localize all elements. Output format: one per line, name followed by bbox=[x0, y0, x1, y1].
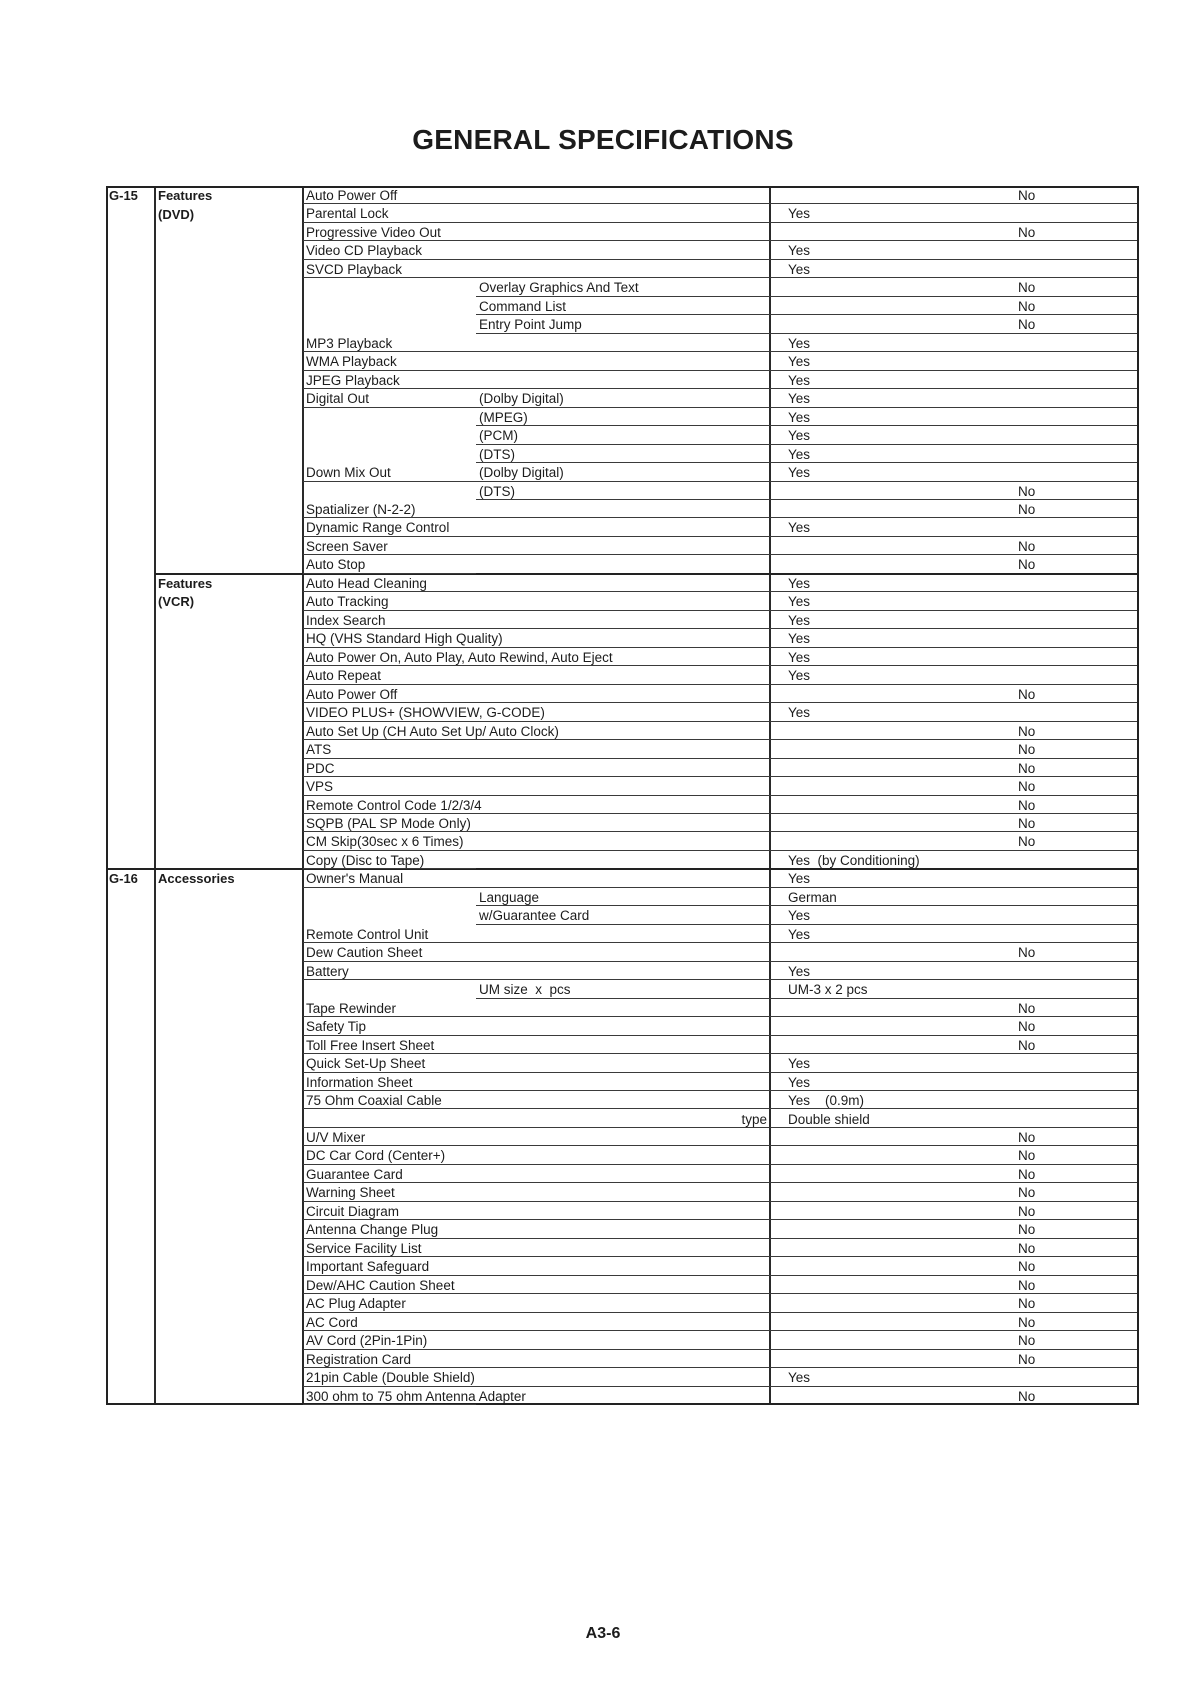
spec-subitem bbox=[476, 611, 770, 629]
spec-item-cell bbox=[303, 352, 770, 370]
spec-value: Yes bbox=[770, 426, 1139, 444]
spec-item-cell bbox=[303, 592, 770, 610]
spec-item: Safety Tip bbox=[303, 1017, 476, 1035]
spec-value: No bbox=[770, 555, 1139, 573]
spec-value: No bbox=[770, 1165, 1139, 1183]
spec-item: Battery bbox=[303, 962, 476, 980]
spec-subitem bbox=[476, 999, 770, 1017]
spec-value: No bbox=[770, 482, 1139, 500]
spec-subitem bbox=[476, 666, 770, 684]
spec-item: Information Sheet bbox=[303, 1073, 476, 1091]
spec-value: No bbox=[770, 1294, 1139, 1312]
spec-item-cell bbox=[303, 1091, 770, 1109]
spec-item: WMA Playback bbox=[303, 352, 476, 370]
spec-item-cell bbox=[303, 574, 770, 592]
spec-item: Digital Out bbox=[303, 389, 476, 407]
spec-value: Yes bbox=[770, 592, 1139, 610]
spec-item-cell bbox=[303, 371, 770, 389]
spec-item: ATS bbox=[303, 740, 476, 758]
spec-value: Yes bbox=[770, 648, 1139, 666]
spec-subitem bbox=[476, 851, 770, 869]
spec-item-cell bbox=[303, 629, 770, 647]
spec-subitem bbox=[476, 814, 770, 832]
spec-item bbox=[303, 297, 476, 315]
spec-subitem bbox=[476, 500, 770, 518]
spec-item-cell bbox=[303, 1110, 770, 1128]
spec-value: Yes bbox=[770, 703, 1139, 721]
spec-value: Yes bbox=[770, 260, 1139, 278]
group-label-line: (VCR) bbox=[158, 594, 195, 610]
spec-item-cell bbox=[303, 1036, 770, 1054]
spec-value: Yes bbox=[770, 204, 1139, 222]
spec-item-cell bbox=[303, 1202, 770, 1220]
spec-value: No bbox=[770, 1331, 1139, 1349]
spec-subitem bbox=[476, 1091, 770, 1109]
spec-subitem bbox=[476, 925, 770, 943]
spec-item: HQ (VHS Standard High Quality) bbox=[303, 629, 476, 647]
spec-subitem bbox=[476, 1017, 770, 1035]
spec-subitem bbox=[476, 1294, 770, 1312]
group-label-line: Features bbox=[158, 575, 213, 591]
spec-value: Yes bbox=[770, 371, 1139, 389]
spec-value: Yes bbox=[770, 352, 1139, 370]
spec-subitem: Overlay Graphics And Text bbox=[476, 278, 770, 296]
spec-value: No bbox=[770, 315, 1139, 333]
spec-subitem: (PCM) bbox=[476, 426, 770, 444]
spec-subitem bbox=[476, 1183, 770, 1201]
spec-item: Tape Rewinder bbox=[303, 999, 476, 1017]
spec-subitem bbox=[476, 1202, 770, 1220]
spec-subitem bbox=[476, 777, 770, 795]
spec-item-cell bbox=[303, 1165, 770, 1183]
spec-value: Yes bbox=[770, 574, 1139, 592]
spec-item: JPEG Playback bbox=[303, 371, 476, 389]
spec-value: No bbox=[770, 1350, 1139, 1368]
spec-item-cell bbox=[303, 722, 770, 740]
spec-item-cell bbox=[303, 297, 770, 315]
spec-value: Yes bbox=[770, 869, 1139, 887]
group-label bbox=[158, 186, 298, 224]
spec-subitem bbox=[476, 759, 770, 777]
spec-item-cell bbox=[303, 555, 770, 573]
spec-item-cell bbox=[303, 389, 770, 407]
spec-item-cell bbox=[303, 906, 770, 924]
spec-item: VPS bbox=[303, 777, 476, 795]
spec-item-cell bbox=[303, 1350, 770, 1368]
spec-subitem: UM size x pcs bbox=[476, 980, 770, 998]
spec-item: Spatializer (N-2-2) bbox=[303, 500, 476, 518]
spec-value: Yes bbox=[770, 629, 1139, 647]
spec-item-cell bbox=[303, 1073, 770, 1091]
spec-subitem: w/Guarantee Card bbox=[476, 906, 770, 924]
spec-item bbox=[303, 482, 476, 500]
spec-item: AC Cord bbox=[303, 1313, 476, 1331]
spec-value: Yes bbox=[770, 445, 1139, 463]
spec-item-cell bbox=[303, 962, 770, 980]
spec-item-cell bbox=[303, 334, 770, 352]
spec-value: No bbox=[770, 1036, 1139, 1054]
spec-item-cell bbox=[303, 315, 770, 333]
spec-item-cell bbox=[303, 1294, 770, 1312]
spec-subitem bbox=[476, 1350, 770, 1368]
spec-item-cell bbox=[303, 759, 770, 777]
spec-value: Yes bbox=[770, 463, 1139, 481]
spec-item-cell bbox=[303, 537, 770, 555]
spec-value: No bbox=[770, 759, 1139, 777]
spec-item: DC Car Cord (Center+) bbox=[303, 1146, 476, 1164]
spec-item bbox=[303, 1110, 476, 1128]
spec-item-cell bbox=[303, 943, 770, 961]
spec-item bbox=[303, 906, 476, 924]
spec-item: Dynamic Range Control bbox=[303, 518, 476, 536]
spec-value: Yes bbox=[770, 906, 1139, 924]
spec-item: Auto Power On, Auto Play, Auto Rewind, Auto Eject bbox=[303, 648, 476, 666]
spec-subitem bbox=[476, 537, 770, 555]
spec-subitem bbox=[476, 796, 770, 814]
spec-item-cell bbox=[303, 999, 770, 1017]
group-label bbox=[158, 869, 298, 889]
spec-value: No bbox=[770, 186, 1139, 204]
spec-item: Warning Sheet bbox=[303, 1183, 476, 1201]
spec-subitem: (Dolby Digital) bbox=[476, 463, 770, 481]
spec-value: Yes bbox=[770, 334, 1139, 352]
spec-value: Yes (by Conditioning) bbox=[770, 851, 1139, 869]
spec-value: No bbox=[770, 1017, 1139, 1035]
spec-item: Progressive Video Out bbox=[303, 223, 476, 241]
spec-subitem: Language bbox=[476, 888, 770, 906]
spec-item: Parental Lock bbox=[303, 204, 476, 222]
spec-subitem bbox=[476, 186, 770, 204]
spec-value: No bbox=[770, 832, 1139, 850]
spec-item-cell bbox=[303, 463, 770, 481]
spec-item-cell bbox=[303, 204, 770, 222]
spec-item bbox=[303, 426, 476, 444]
spec-item-cell bbox=[303, 851, 770, 869]
spec-item-cell bbox=[303, 186, 770, 204]
spec-item-cell bbox=[303, 241, 770, 259]
spec-value: Yes bbox=[770, 1054, 1139, 1072]
spec-item-cell bbox=[303, 814, 770, 832]
spec-subitem bbox=[476, 352, 770, 370]
group-label bbox=[158, 574, 298, 612]
spec-subitem bbox=[476, 260, 770, 278]
spec-item-cell bbox=[303, 888, 770, 906]
spec-item-cell bbox=[303, 1313, 770, 1331]
spec-subitem bbox=[476, 740, 770, 758]
spec-item-cell bbox=[303, 1128, 770, 1146]
spec-value: Yes bbox=[770, 611, 1139, 629]
spec-item: Dew Caution Sheet bbox=[303, 943, 476, 961]
spec-item: Index Search bbox=[303, 611, 476, 629]
spec-value: Yes bbox=[770, 962, 1139, 980]
spec-item: 21pin Cable (Double Shield) bbox=[303, 1368, 476, 1386]
spec-subitem bbox=[476, 629, 770, 647]
spec-subitem bbox=[476, 241, 770, 259]
spec-item-cell bbox=[303, 832, 770, 850]
spec-value: Yes bbox=[770, 925, 1139, 943]
spec-value: No bbox=[770, 722, 1139, 740]
spec-item: VIDEO PLUS+ (SHOWVIEW, G-CODE) bbox=[303, 703, 476, 721]
group-label-line: Accessories bbox=[158, 871, 235, 887]
spec-value: No bbox=[770, 943, 1139, 961]
spec-item: Toll Free Insert Sheet bbox=[303, 1036, 476, 1054]
spec-value: No bbox=[770, 814, 1139, 832]
spec-subitem bbox=[476, 1257, 770, 1275]
spec-item-cell bbox=[303, 518, 770, 536]
spec-item-cell bbox=[303, 648, 770, 666]
spec-item: Owner's Manual bbox=[303, 869, 476, 887]
spec-subitem bbox=[476, 555, 770, 573]
spec-subitem bbox=[476, 1331, 770, 1349]
spec-item: 300 ohm to 75 ohm Antenna Adapter bbox=[303, 1387, 476, 1405]
spec-subitem bbox=[476, 1146, 770, 1164]
spec-value: Yes bbox=[770, 1073, 1139, 1091]
spec-item-cell bbox=[303, 1257, 770, 1275]
spec-value: Yes bbox=[770, 389, 1139, 407]
spec-item: U/V Mixer bbox=[303, 1128, 476, 1146]
spec-value: German bbox=[770, 888, 1139, 906]
spec-item: AV Cord (2Pin-1Pin) bbox=[303, 1331, 476, 1349]
spec-value: No bbox=[770, 537, 1139, 555]
spec-value: No bbox=[770, 500, 1139, 518]
spec-value: No bbox=[770, 1239, 1139, 1257]
spec-subitem bbox=[476, 1110, 770, 1128]
spec-value: No bbox=[770, 1313, 1139, 1331]
spec-item-cell bbox=[303, 278, 770, 296]
spec-subitem: (MPEG) bbox=[476, 408, 770, 426]
spec-item-cell bbox=[303, 1387, 770, 1405]
spec-subitem bbox=[476, 832, 770, 850]
spec-item-cell bbox=[303, 777, 770, 795]
spec-item: Video CD Playback bbox=[303, 241, 476, 259]
spec-item: Guarantee Card bbox=[303, 1165, 476, 1183]
spec-subitem: (Dolby Digital) bbox=[476, 389, 770, 407]
spec-item-cell bbox=[303, 980, 770, 998]
spec-item: Auto Repeat bbox=[303, 666, 476, 684]
group-label-line: (DVD) bbox=[158, 206, 195, 222]
spec-note: type bbox=[741, 1111, 767, 1127]
spec-value: Yes bbox=[770, 1368, 1139, 1386]
spec-item: Auto Set Up (CH Auto Set Up/ Auto Clock) bbox=[303, 722, 476, 740]
spec-value: No bbox=[770, 223, 1139, 241]
spec-item: Copy (Disc to Tape) bbox=[303, 851, 476, 869]
spec-item-cell bbox=[303, 666, 770, 684]
spec-item: SQPB (PAL SP Mode Only) bbox=[303, 814, 476, 832]
spec-item-cell bbox=[303, 1183, 770, 1201]
spec-value: No bbox=[770, 1276, 1139, 1294]
section-code: G-15 bbox=[109, 188, 138, 203]
spec-subitem bbox=[476, 943, 770, 961]
section-code: G-16 bbox=[109, 871, 138, 887]
spec-subitem bbox=[476, 869, 770, 887]
spec-item: Auto Power Off bbox=[303, 186, 476, 204]
spec-item: Auto Power Off bbox=[303, 685, 476, 703]
spec-item-cell bbox=[303, 740, 770, 758]
spec-subitem bbox=[476, 1073, 770, 1091]
spec-item: SVCD Playback bbox=[303, 260, 476, 278]
spec-item bbox=[303, 888, 476, 906]
spec-item: CM Skip(30sec x 6 Times) bbox=[303, 832, 476, 850]
spec-item bbox=[303, 408, 476, 426]
spec-subitem bbox=[476, 1239, 770, 1257]
spec-subitem bbox=[476, 371, 770, 389]
spec-item-cell bbox=[303, 1239, 770, 1257]
spec-item: Remote Control Unit bbox=[303, 925, 476, 943]
spec-item-cell bbox=[303, 223, 770, 241]
spec-item: Antenna Change Plug bbox=[303, 1220, 476, 1238]
spec-subitem bbox=[476, 223, 770, 241]
spec-subitem bbox=[476, 592, 770, 610]
spec-subitem: (DTS) bbox=[476, 482, 770, 500]
spec-subitem bbox=[476, 518, 770, 536]
spec-item bbox=[303, 315, 476, 333]
spec-item-cell bbox=[303, 796, 770, 814]
spec-item: Auto Tracking bbox=[303, 592, 476, 610]
spec-value: No bbox=[770, 278, 1139, 296]
spec-item-cell bbox=[303, 1017, 770, 1035]
spec-value: No bbox=[770, 1202, 1139, 1220]
spec-subitem bbox=[476, 1220, 770, 1238]
spec-item: MP3 Playback bbox=[303, 334, 476, 352]
spec-value: Yes (0.9m) bbox=[770, 1091, 1139, 1109]
spec-value: No bbox=[770, 1128, 1139, 1146]
spec-subitem bbox=[476, 1313, 770, 1331]
spec-item-cell bbox=[303, 1220, 770, 1238]
spec-item-cell bbox=[303, 611, 770, 629]
spec-item: Registration Card bbox=[303, 1350, 476, 1368]
column-divider bbox=[154, 186, 156, 1405]
spec-value: No bbox=[770, 777, 1139, 795]
spec-item-cell bbox=[303, 408, 770, 426]
spec-item: Important Safeguard bbox=[303, 1257, 476, 1275]
spec-value: No bbox=[770, 796, 1139, 814]
spec-item: Auto Stop bbox=[303, 555, 476, 573]
spec-subitem: (DTS) bbox=[476, 445, 770, 463]
spec-item-cell bbox=[303, 1331, 770, 1349]
spec-subitem bbox=[476, 1368, 770, 1386]
spec-item-cell bbox=[303, 260, 770, 278]
spec-item bbox=[303, 278, 476, 296]
spec-item-cell bbox=[303, 500, 770, 518]
spec-item-cell bbox=[303, 426, 770, 444]
spec-value: UM-3 x 2 pcs bbox=[770, 980, 1139, 998]
spec-item: AC Plug Adapter bbox=[303, 1294, 476, 1312]
spec-subitem: Command List bbox=[476, 297, 770, 315]
spec-subitem bbox=[476, 334, 770, 352]
spec-item-cell bbox=[303, 703, 770, 721]
spec-item: Circuit Diagram bbox=[303, 1202, 476, 1220]
spec-item bbox=[303, 445, 476, 463]
spec-item-cell bbox=[303, 685, 770, 703]
spec-subitem bbox=[476, 962, 770, 980]
spec-value: Yes bbox=[770, 518, 1139, 536]
spec-item: Service Facility List bbox=[303, 1239, 476, 1257]
spec-item: Quick Set-Up Sheet bbox=[303, 1054, 476, 1072]
group-label-line: Features bbox=[158, 188, 213, 203]
spec-item: Screen Saver bbox=[303, 537, 476, 555]
page-number: A3-6 bbox=[585, 1625, 621, 1642]
spec-subitem bbox=[476, 1276, 770, 1294]
spec-value: No bbox=[770, 1183, 1139, 1201]
spec-item-cell bbox=[303, 925, 770, 943]
spec-item bbox=[303, 980, 476, 998]
spec-item-cell bbox=[303, 1146, 770, 1164]
spec-value: Double shield bbox=[770, 1110, 1139, 1128]
spec-value: No bbox=[770, 297, 1139, 315]
spec-subitem bbox=[476, 1165, 770, 1183]
spec-item: Remote Control Code 1/2/3/4 bbox=[303, 796, 476, 814]
spec-value: No bbox=[770, 685, 1139, 703]
spec-item: Down Mix Out bbox=[303, 463, 476, 481]
spec-item: Dew/AHC Caution Sheet bbox=[303, 1276, 476, 1294]
spec-subitem bbox=[476, 1054, 770, 1072]
spec-item-cell bbox=[303, 1276, 770, 1294]
spec-subitem bbox=[476, 1036, 770, 1054]
spec-item: Auto Head Cleaning bbox=[303, 574, 476, 592]
spec-value: No bbox=[770, 1146, 1139, 1164]
spec-value: No bbox=[770, 999, 1139, 1017]
spec-subitem bbox=[476, 685, 770, 703]
spec-item-cell bbox=[303, 445, 770, 463]
spec-subitem bbox=[476, 574, 770, 592]
spec-item-cell bbox=[303, 482, 770, 500]
spec-value: No bbox=[770, 1220, 1139, 1238]
spec-subitem bbox=[476, 204, 770, 222]
spec-item-cell bbox=[303, 1368, 770, 1386]
spec-item-cell bbox=[303, 869, 770, 887]
spec-item: PDC bbox=[303, 759, 476, 777]
spec-subitem: Entry Point Jump bbox=[476, 315, 770, 333]
spec-value: Yes bbox=[770, 666, 1139, 684]
spec-item-cell bbox=[303, 1054, 770, 1072]
spec-value: No bbox=[770, 1257, 1139, 1275]
page-title: GENERAL SPECIFICATIONS bbox=[412, 124, 794, 155]
spec-value: No bbox=[770, 740, 1139, 758]
spec-item: 75 Ohm Coaxial Cable bbox=[303, 1091, 476, 1109]
spec-value: Yes bbox=[770, 408, 1139, 426]
spec-subitem bbox=[476, 1128, 770, 1146]
spec-value: Yes bbox=[770, 241, 1139, 259]
spec-value: No bbox=[770, 1387, 1139, 1405]
spec-table bbox=[106, 186, 1139, 1405]
